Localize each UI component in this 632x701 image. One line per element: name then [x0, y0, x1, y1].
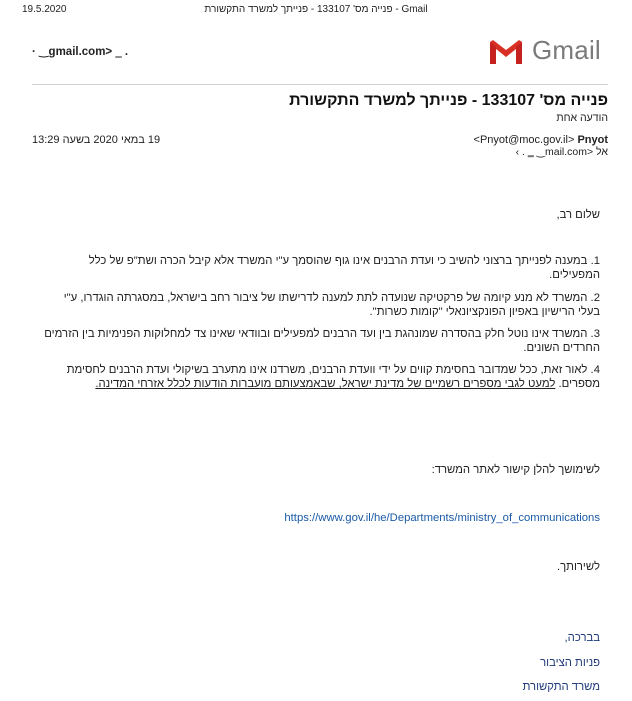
links-intro: לשימושך להלן קישור לאתר המשרד:: [431, 464, 600, 476]
gmail-envelope-icon: [488, 38, 524, 66]
recipient-label: אל: [596, 146, 608, 158]
signature-regards: בברכה,: [564, 632, 600, 644]
greeting: שלום רב,: [556, 209, 600, 221]
print-date: 19.5.2020: [22, 4, 67, 15]
email-subject: פנייה מס' 133107 - פנייתך למשרד התקשורת: [289, 92, 608, 109]
account-email: · ‿gmail.com> ‗ .: [32, 46, 129, 58]
paragraph-4-text: 4. לאור זאת, ככל שמדובר בחסימת קווים על ידי וועדת הרבנים, משרדנו אינו מתערב בשיקולי ועדת הרבנים לחסימת מספרים.: [66, 364, 600, 390]
paragraph-1: 1. במענה לפנייתך ברצוני להשיב כי ועדת הרבנים אינו גוף שהוסמך ע"י המשרד אלא קיבל הכרה ושת"פ של כלל המפעילים.: [88, 255, 600, 281]
message-count: הודעה אחת: [556, 112, 608, 124]
recipient-email: ‹ . ‗ ‿mail.com>: [515, 146, 594, 158]
sender-line: [474, 134, 608, 146]
paragraph-2: 2. המשרד לא מנע קיומה של פרקטיקה שנועדה לתת למענה לדרישתו של ציבור רחב בישראל, במסגרתה הוגדרו, ע"י בעלי הרישיון באפיון הפונקציונאלי "קומות כשרות".: [63, 292, 600, 318]
paragraph-4-underlined: למעט לגבי מספרים רשמיים של מדינת ישראל, שבאמצעותם מועברות הודעות לכלל אזרחי המדינה.: [95, 378, 556, 390]
header-divider: [32, 84, 608, 85]
closing-thanks: לשירותך.: [556, 561, 600, 573]
sender-email[interactable]: <Pnyot@moc.gov.il>: [473, 134, 575, 146]
gmail-logo-text: Gmail: [532, 35, 601, 65]
email-date: 19 במאי 2020 בשעה 13:29: [32, 134, 161, 146]
gmail-logo: [488, 34, 600, 68]
signature-ministry: משרד התקשורת: [522, 681, 600, 693]
sender-name: Pnyot: [577, 134, 608, 146]
signature-department: פניות הציבור: [540, 657, 600, 669]
paragraph-3: 3. המשרד אינו נוטל חלק בהסדרה שמונהגת בין ועד הרבנים למפעילים ובוודאי שאינו צד למחלוקות הפנימיות בין הזרמים החרדים השונים.: [44, 328, 600, 354]
paragraph-4: [40, 363, 600, 391]
print-page-title: Gmail - פנייה מס' 133107 - פנייתך למשרד התקשורת: [204, 4, 428, 15]
recipient-line: [516, 146, 608, 158]
ministry-link[interactable]: https://www.gov.il/he/Departments/ministry_of_communications: [284, 512, 600, 524]
